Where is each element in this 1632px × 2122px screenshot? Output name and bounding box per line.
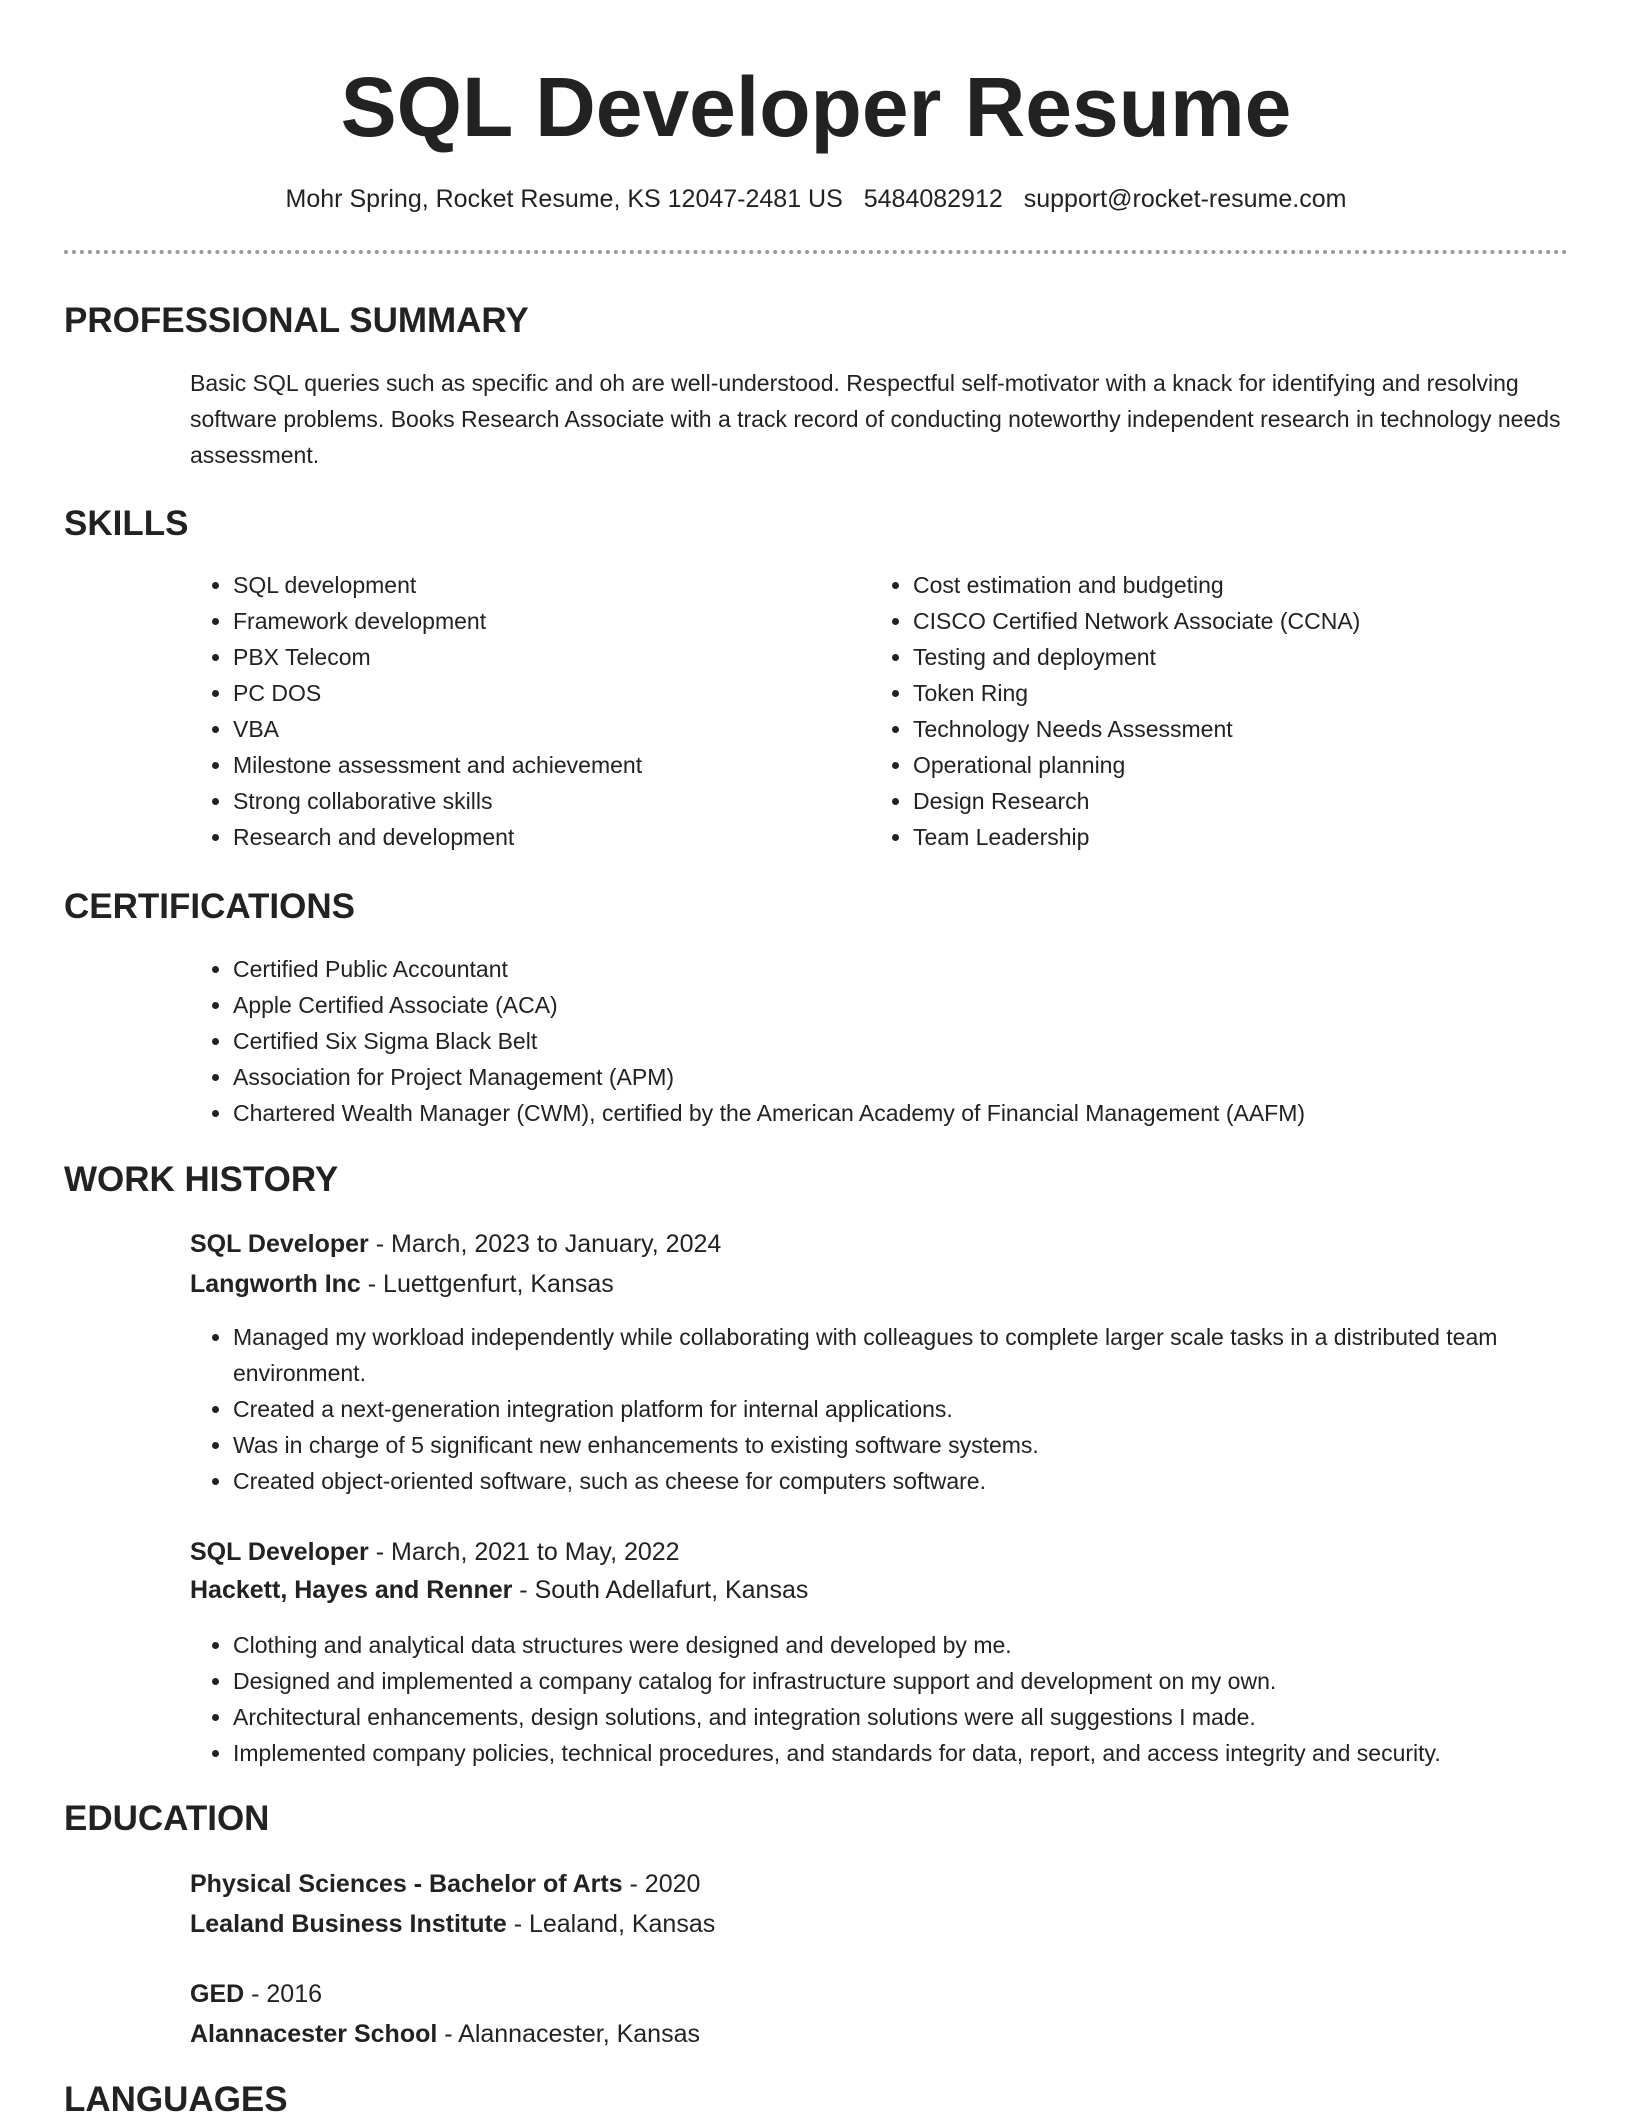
- list-item: • Strong collaborative skills: [233, 783, 833, 819]
- list-item: • Created object-oriented software, such as cheese for computers software.: [233, 1463, 1613, 1499]
- job-1-title-line: [190, 1226, 721, 1262]
- list-item: • Certified Six Sigma Black Belt: [233, 1023, 1613, 1059]
- education-2-year: - 2016: [244, 1980, 323, 2008]
- list-item: • Association for Project Management (APM): [233, 1059, 1613, 1095]
- list-item: • Architectural enhancements, design solutions, and integration solutions were all suggestions I made.: [233, 1699, 1613, 1735]
- contact-phone: 5484082912: [863, 185, 1003, 213]
- list-item: • Certified Public Accountant: [233, 951, 1613, 987]
- certifications-heading: CERTIFICATIONS: [64, 887, 356, 926]
- job-2-location: - South Adellafurt, Kansas: [512, 1576, 809, 1604]
- education-1-school-line: [190, 1906, 715, 1942]
- job-2-dates: - March, 2021 to May, 2022: [368, 1538, 680, 1566]
- list-item: • Implemented company policies, technical procedures, and standards for data, report, and access integrity and security.: [233, 1735, 1613, 1771]
- skills-heading: SKILLS: [64, 504, 189, 543]
- summary-heading: PROFESSIONAL SUMMARY: [64, 301, 529, 340]
- education-1-year: - 2020: [622, 1870, 701, 1898]
- job-1-title: SQL Developer: [190, 1230, 369, 1258]
- list-item: • Managed my workload independently while collaborating with colleagues to complete larger scale tasks in a distributed team environment.: [233, 1319, 1613, 1391]
- job-2-title-line: [190, 1534, 680, 1570]
- list-item: • PBX Telecom: [233, 639, 833, 675]
- list-item: • Clothing and analytical data structures were designed and developed by me.: [233, 1627, 1613, 1663]
- list-item: • Chartered Wealth Manager (CWM), certified by the American Academy of Financial Management (AAFM): [233, 1095, 1613, 1131]
- list-item: • PC DOS: [233, 675, 833, 711]
- list-item: • Token Ring: [913, 675, 1573, 711]
- header-divider: [64, 250, 1568, 254]
- education-2-school-line: [190, 2016, 700, 2052]
- list-item: • Operational planning: [913, 747, 1573, 783]
- education-heading: EDUCATION: [64, 1799, 270, 1838]
- job-2-title: SQL Developer: [190, 1538, 369, 1566]
- list-item: • Apple Certified Associate (ACA): [233, 987, 1613, 1023]
- education-2-school: Alannacester School: [190, 2020, 438, 2048]
- list-item: • Designed and implemented a company catalog for infrastructure support and development on my own.: [233, 1663, 1613, 1699]
- job-1-dates: - March, 2023 to January, 2024: [368, 1230, 722, 1258]
- education-2-degree: GED: [190, 1980, 245, 2008]
- job-2-company: Hackett, Hayes and Renner: [190, 1576, 513, 1604]
- list-item: • Design Research: [913, 783, 1573, 819]
- education-2-location: - Alannacester, Kansas: [437, 2020, 700, 2048]
- job-2-bullets: [189, 1627, 1613, 1771]
- skills-list-right: [869, 567, 1573, 855]
- list-item: • Framework development: [233, 603, 833, 639]
- contact-email: support@rocket-resume.com: [1023, 185, 1347, 213]
- list-item: • Team Leadership: [913, 819, 1573, 855]
- job-1-location: - Luettgenfurt, Kansas: [360, 1270, 614, 1298]
- list-item: • Research and development: [233, 819, 833, 855]
- job-2-company-line: [190, 1572, 808, 1608]
- job-1-company-line: [190, 1266, 614, 1302]
- education-1-location: - Lealand, Kansas: [506, 1910, 716, 1938]
- list-item: • Technology Needs Assessment: [913, 711, 1573, 747]
- list-item: • VBA: [233, 711, 833, 747]
- list-item: • Created a next-generation integration platform for internal applications.: [233, 1391, 1613, 1427]
- list-item: • Cost estimation and budgeting: [913, 567, 1573, 603]
- resume-title: SQL Developer Resume: [340, 60, 1292, 154]
- list-item: • Was in charge of 5 significant new enhancements to existing software systems.: [233, 1427, 1613, 1463]
- education-1-degree-line: [190, 1866, 700, 1902]
- contact-address: Mohr Spring, Rocket Resume, KS 12047-2481 US: [285, 185, 843, 213]
- list-item: • CISCO Certified Network Associate (CCNA): [913, 603, 1573, 639]
- education-1-degree: Physical Sciences - Bachelor of Arts: [190, 1870, 623, 1898]
- work-history-heading: WORK HISTORY: [64, 1160, 339, 1199]
- education-1-school: Lealand Business Institute: [190, 1910, 507, 1938]
- languages-heading: LANGUAGES: [64, 2080, 288, 2119]
- list-item: • Testing and deployment: [913, 639, 1573, 675]
- list-item: • Milestone assessment and achievement: [233, 747, 833, 783]
- skills-list-left: [189, 567, 833, 855]
- contact-line: [0, 182, 1632, 216]
- summary-text: Basic SQL queries such as specific and oh are well-understood. Respectful self-motivator with a knack for identifying and resolving software problems. Books Research Associate with a track record of conducting noteworthy independent research in technology needs assessment.: [190, 370, 1561, 468]
- list-item: • SQL development: [233, 567, 833, 603]
- job-1-company: Langworth Inc: [190, 1270, 361, 1298]
- education-2-degree-line: [190, 1976, 322, 2012]
- certifications-list: [189, 951, 1613, 1131]
- job-1-bullets: [189, 1319, 1613, 1499]
